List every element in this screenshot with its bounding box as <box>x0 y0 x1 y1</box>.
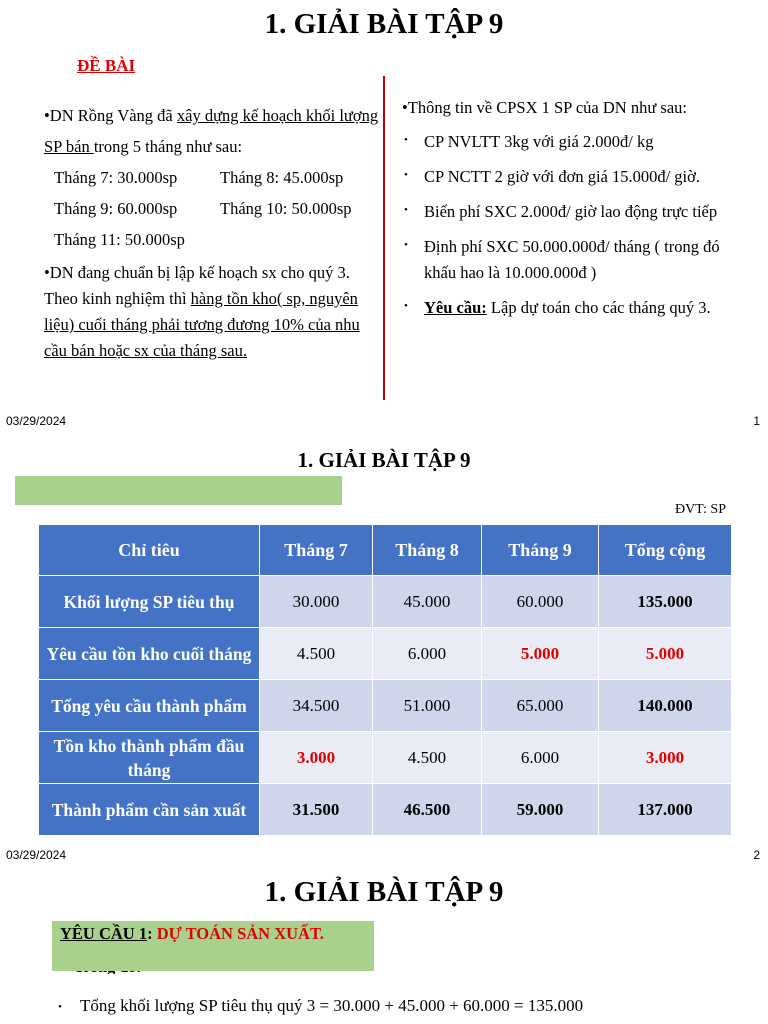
column-header: Tổng cộng <box>599 525 732 576</box>
cost-bullet <box>402 164 742 190</box>
cost-bullet-text: CP NVLTT 3kg với giá 2.000đ/ kg <box>424 132 654 151</box>
row-label: Tồn kho thành phẩm đầu tháng <box>39 732 260 784</box>
inventory-underlined-text: hàng tồn kho( sp, nguyên liệu) cuối tháng phải tương đương 10% của nhu cầu bán hoặc sx của tháng sau. <box>44 289 360 360</box>
table-cell: 46.500 <box>373 784 482 836</box>
column-header: Tháng 7 <box>260 525 373 576</box>
row-label: Tổng yêu cầu thành phẩm <box>39 680 260 732</box>
table-cell: 51.000 <box>373 680 482 732</box>
slide-title: 1. GIẢI BÀI TẬP 9 <box>297 448 471 472</box>
column-divider <box>383 76 385 400</box>
column-header: Chỉ tiêu <box>39 525 260 576</box>
table-cell: 45.000 <box>373 576 482 628</box>
plan-paragraph <box>44 100 379 162</box>
cost-bullet <box>402 129 742 155</box>
table-cell: 60.000 <box>482 576 599 628</box>
month-item: Tháng 11: 50.000sp <box>54 230 185 249</box>
de-bai-heading: ĐỀ BÀI <box>77 56 136 75</box>
bullet-icon: • <box>404 239 408 251</box>
total-cell: 135.000 <box>599 576 732 628</box>
plan-underlined-text: xây dựng kế hoạch khối lượng SP bán <box>44 106 379 156</box>
column-header: Tháng 9 <box>482 525 599 576</box>
month-item: Tháng 10: 50.000sp <box>220 199 352 218</box>
table-cell: 31.500 <box>260 784 373 836</box>
requirement-text: Lập dự toán cho các tháng quý 3. <box>486 298 711 317</box>
requirement-key: YÊU CẦU 1 <box>60 924 148 943</box>
slide-number: 1 <box>753 414 760 428</box>
row-label: Khối lượng SP tiêu thụ <box>39 576 260 628</box>
row-label: Thành phẩm cần sản xuất <box>39 784 260 836</box>
table-cell: 59.000 <box>482 784 599 836</box>
slide-1 <box>0 0 768 432</box>
slide-number: 2 <box>753 848 760 862</box>
highlighted-total-cell: 3.000 <box>599 732 732 784</box>
calculation-bullet <box>58 996 583 1018</box>
inventory-text: •DN đang chuẩn bị lập kế hoạch sx cho quý 3. Theo kinh nghiệm thì <box>44 263 350 308</box>
slide-title: 1. GIẢI BÀI TẬP 9 <box>264 876 504 908</box>
month-item: Tháng 8: 45.000sp <box>220 168 344 187</box>
slide-title: 1. GIẢI BÀI TẬP 9 <box>264 8 504 40</box>
row-label: Yêu cầu tồn kho cuối tháng <box>39 628 260 680</box>
highlighted-cell: 3.000 <box>260 732 373 784</box>
cost-bullet-text: CP NCTT 2 giờ với đơn giá 15.000đ/ giờ. <box>424 167 700 186</box>
table-cell: 30.000 <box>260 576 373 628</box>
table-row <box>39 576 732 628</box>
table-cell: 6.000 <box>482 732 599 784</box>
requirement-bullet <box>402 295 742 321</box>
monthly-sales-list <box>54 162 379 255</box>
table-cell: 34.500 <box>260 680 373 732</box>
calculation-text: Tổng khối lượng SP tiêu thụ quý 3 = 30.000 + 45.000 + 60.000 = 135.000 <box>80 996 584 1015</box>
highlighted-total-cell: 5.000 <box>599 628 732 680</box>
requirement-label: Yêu cầu: <box>424 298 487 317</box>
production-budget-table <box>38 524 732 836</box>
table-cell: 4.500 <box>373 732 482 784</box>
bullet-icon: • <box>58 1001 62 1013</box>
cost-bullet-text: Biến phí SXC 2.000đ/ giờ lao động trực tiếp <box>424 202 718 221</box>
total-cell: 140.000 <box>599 680 732 732</box>
plan-text: •DN Rồng Vàng đã <box>44 106 177 125</box>
highlighted-cell: 5.000 <box>482 628 599 680</box>
total-cell: 137.000 <box>599 784 732 836</box>
cost-bullet-text: Định phí SXC 50.000.000đ/ tháng ( trong đó khấu hao là 10.000.000đ ) <box>424 237 720 282</box>
slide-3 <box>0 866 768 1024</box>
table-row <box>39 628 732 680</box>
bullet-icon: • <box>404 134 408 146</box>
table-cell: 4.500 <box>260 628 373 680</box>
cost-bullet <box>402 199 742 225</box>
requirement-heading <box>60 924 324 944</box>
table-row <box>39 732 732 784</box>
requirement-value: DỰ TOÁN SẢN XUẤT. <box>156 924 324 943</box>
bullet-icon: • <box>404 169 408 181</box>
bullet-icon: • <box>404 204 408 216</box>
plan-text-end: trong 5 tháng như sau: <box>93 137 243 156</box>
slide-date: 03/29/2024 <box>6 848 67 862</box>
cost-info-intro: •Thông tin về CPSX 1 SP của DN như sau: <box>402 98 687 117</box>
table-row <box>39 680 732 732</box>
month-item: Tháng 9: 60.000sp <box>54 199 178 218</box>
cost-info-column <box>402 94 742 330</box>
table-header-row <box>39 525 732 576</box>
slide-date: 03/29/2024 <box>6 414 67 428</box>
table-cell: 6.000 <box>373 628 482 680</box>
unit-label: ĐVT: SP <box>674 502 726 517</box>
requirement-colon: : <box>147 924 157 943</box>
table-cell: 65.000 <box>482 680 599 732</box>
table-row <box>39 784 732 836</box>
inventory-paragraph <box>44 260 379 364</box>
bullet-icon: • <box>404 300 408 312</box>
column-header: Tháng 8 <box>373 525 482 576</box>
problem-left-column <box>44 100 379 364</box>
slide-2 <box>0 432 768 866</box>
green-highlight-bar <box>15 476 342 505</box>
cost-bullet <box>402 234 742 286</box>
month-item: Tháng 7: 30.000sp <box>54 168 178 187</box>
